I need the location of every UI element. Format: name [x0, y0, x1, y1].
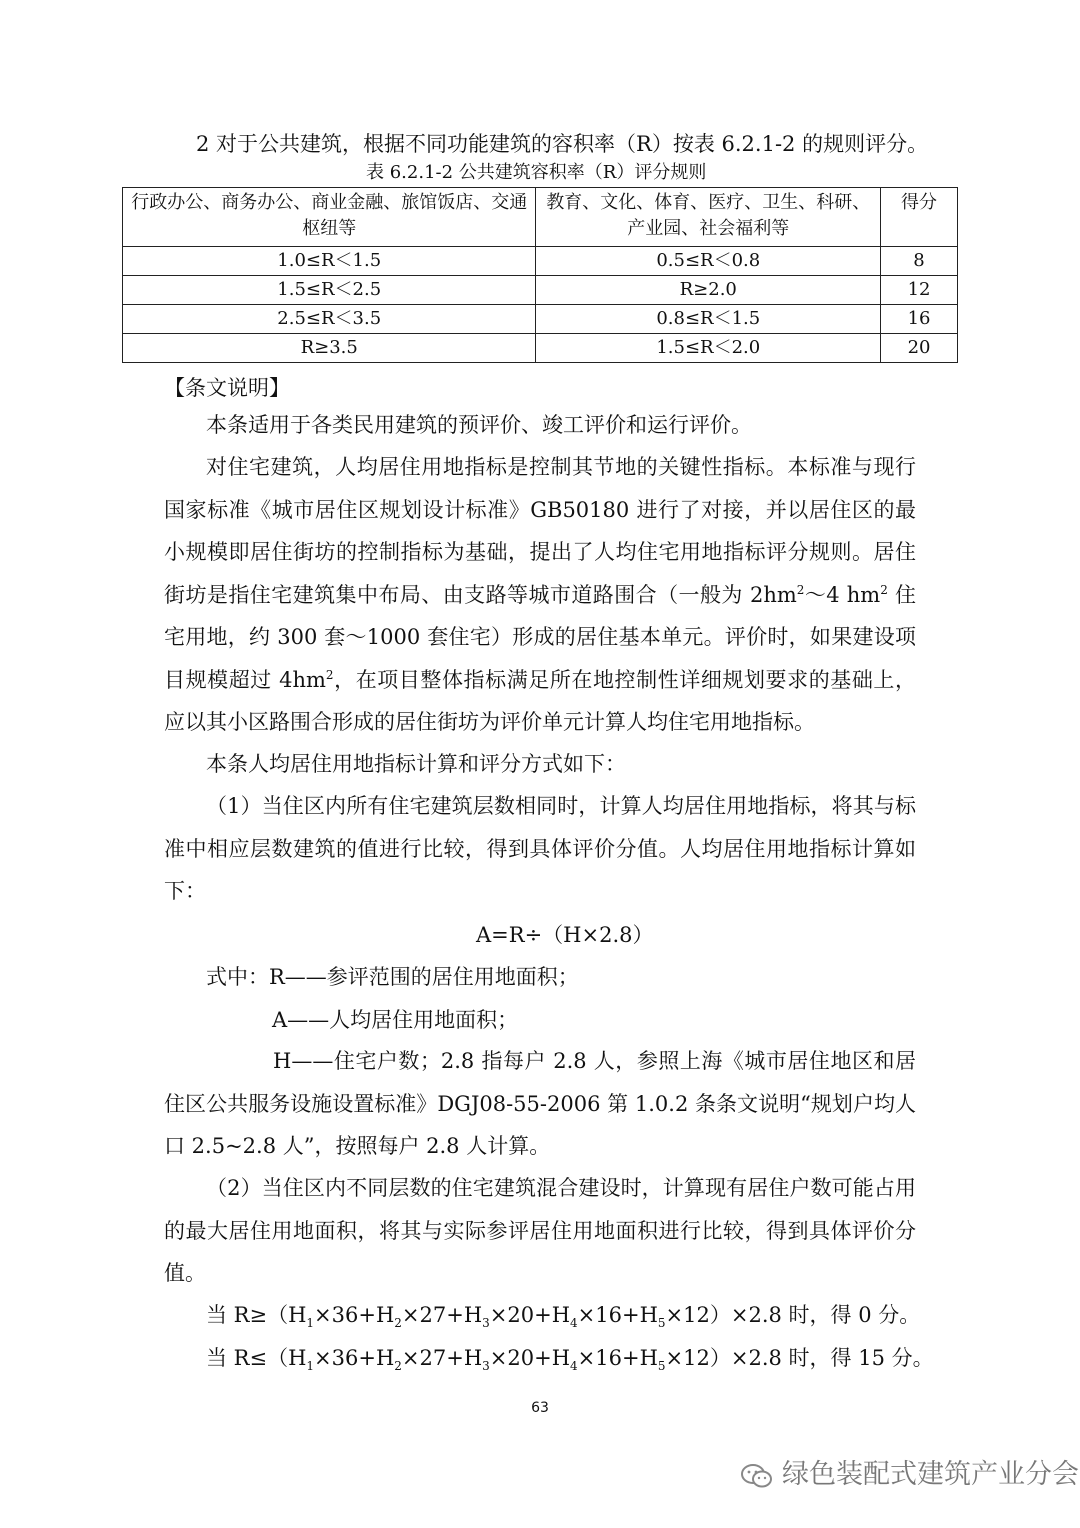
paragraph-3: 本条人均居住用地指标计算和评分方式如下： [206, 752, 626, 776]
subscript: 4 [570, 1316, 578, 1331]
condition-text: ×36+H [314, 1303, 395, 1327]
table-row [123, 247, 958, 276]
definition-r: 式中：R——参评范围的居住用地面积； [206, 965, 579, 989]
table-cell: 0.8≤R＜1.5 [536, 305, 881, 334]
formula: A=R÷（H×2.8） [476, 923, 654, 947]
subscript: 2 [394, 1359, 402, 1374]
subscript: 3 [482, 1359, 490, 1374]
table-cell: 8 [881, 247, 958, 276]
table-header-cell: 行政办公、商务办公、商业金融、旅馆饭店、交通枢纽等 [123, 188, 536, 247]
definition-a: A——人均居住用地面积； [272, 1008, 519, 1032]
table-cell: 1.5≤R＜2.5 [123, 276, 536, 305]
condition-text: 当 R≥（H [206, 1303, 307, 1327]
table-cell: 0.5≤R＜0.8 [536, 247, 881, 276]
condition-text: ×16+H [577, 1346, 658, 1370]
condition-text: ×16+H [577, 1303, 658, 1327]
paragraph-2-text: ，在项目整体指标满足所在地控制性详细规划要求的基础上，应以其小区路围合形成的居住街坊为评价单元计算人均住宅用地指标。 [164, 667, 916, 734]
table-header-cell: 教育、文化、体育、医疗、卫生、科研、产业园、社会福利等 [536, 188, 881, 247]
table-caption: 表 6.2.1-2 公共建筑容积率（R）评分规则 [366, 162, 707, 183]
subscript: 1 [306, 1359, 315, 1374]
table-cell: 16 [881, 305, 958, 334]
page-number: 63 [531, 1400, 549, 1416]
table-cell: R≥2.0 [536, 276, 881, 305]
table-cell: 12 [881, 276, 958, 305]
subscript: 5 [657, 1316, 666, 1331]
subscript: 4 [570, 1359, 578, 1374]
table-cell: 1.0≤R＜1.5 [123, 247, 536, 276]
paragraph-5: （2）当住区内不同层数的住宅建筑混合建设时，计算现有居住户数可能占用的最大居住用地面积，将其与实际参评居住用地面积进行比较，得到具体评价分值。 [164, 1176, 916, 1285]
subscript: 5 [657, 1359, 666, 1374]
condition-text: ×12）×2.8 时， [665, 1303, 831, 1327]
paragraph-1: 本条适用于各类民用建筑的预评价、竣工评价和运行评价。 [206, 413, 752, 437]
table-cell: 20 [881, 334, 958, 363]
paragraph-2 [164, 446, 916, 744]
condition-result: 得 0 分。 [830, 1303, 921, 1327]
subscript: 2 [394, 1316, 402, 1331]
table-cell: 2.5≤R＜3.5 [123, 305, 536, 334]
condition-result: 得 15 分。 [830, 1346, 934, 1370]
superscript: 2 [325, 667, 334, 682]
watermark [740, 1452, 1079, 1491]
paragraph-2-text: ～4 hm [804, 582, 881, 607]
table-header-cell: 得分 [881, 188, 958, 247]
table-row [123, 276, 958, 305]
condition-text: ×12）×2.8 时， [665, 1346, 831, 1370]
wechat-icon [740, 1463, 774, 1489]
subscript: 1 [306, 1316, 315, 1331]
condition-text: 当 R≤（H [206, 1346, 307, 1370]
paragraph-2-text: 住宅用地，约 300 套～1000 套住宅）形成的居住基本单元。评价时，如果建设项目规模超过 4hm [164, 582, 916, 692]
definition-h: H——住宅户数；2.8 指每户 2.8 人，参照上海《城市居住地区和居住区公共服务设施设置标准》DGJ08-55-2006 第 1.0.2 条条文说明“规划户均人口 2.5~2.8 人”，按照每户 2.8 人计算。 [164, 1049, 916, 1158]
superscript: 2 [796, 582, 805, 597]
subscript: 3 [482, 1316, 490, 1331]
condition-2 [206, 1343, 934, 1373]
condition-1 [206, 1300, 920, 1330]
table-row [123, 305, 958, 334]
condition-text: ×27+H [401, 1303, 483, 1327]
condition-text: ×36+H [314, 1346, 395, 1370]
score-table [122, 187, 958, 363]
section-heading: 【条文说明】 [164, 376, 290, 400]
table-row [123, 334, 958, 363]
condition-text: ×20+H [489, 1303, 571, 1327]
table-cell: 1.5≤R＜2.0 [536, 334, 881, 363]
condition-text: ×27+H [401, 1346, 483, 1370]
paragraph-4: （1）当住区内所有住宅建筑层数相同时，计算人均居住用地指标，将其与标准中相应层数建筑的值进行比较，得到具体评价分值。人均居住用地指标计算如下： [164, 794, 916, 903]
condition-text: ×20+H [489, 1346, 571, 1370]
watermark-text: 绿色装配式建筑产业分会 [782, 1459, 1079, 1490]
paragraph-2-text: 对住宅建筑，人均居住用地指标是控制其节地的关键性指标。本标准与现行国家标准《城市居住区规划设计标准》GB50180 进行了对接，并以居住区的最小规模即居住街坊的控制指标为基础，提出了人均住宅用地指标评分规则。居住街坊是指住宅建筑集中布局、由支路等城市道路围合（一般为 2hm [164, 455, 916, 607]
table-cell: R≥3.5 [123, 334, 536, 363]
superscript: 2 [880, 582, 888, 597]
table-header-row [123, 188, 958, 247]
intro-line: 2 对于公共建筑，根据不同功能建筑的容积率（R）按表 6.2.1-2 的规则评分。 [196, 132, 929, 156]
